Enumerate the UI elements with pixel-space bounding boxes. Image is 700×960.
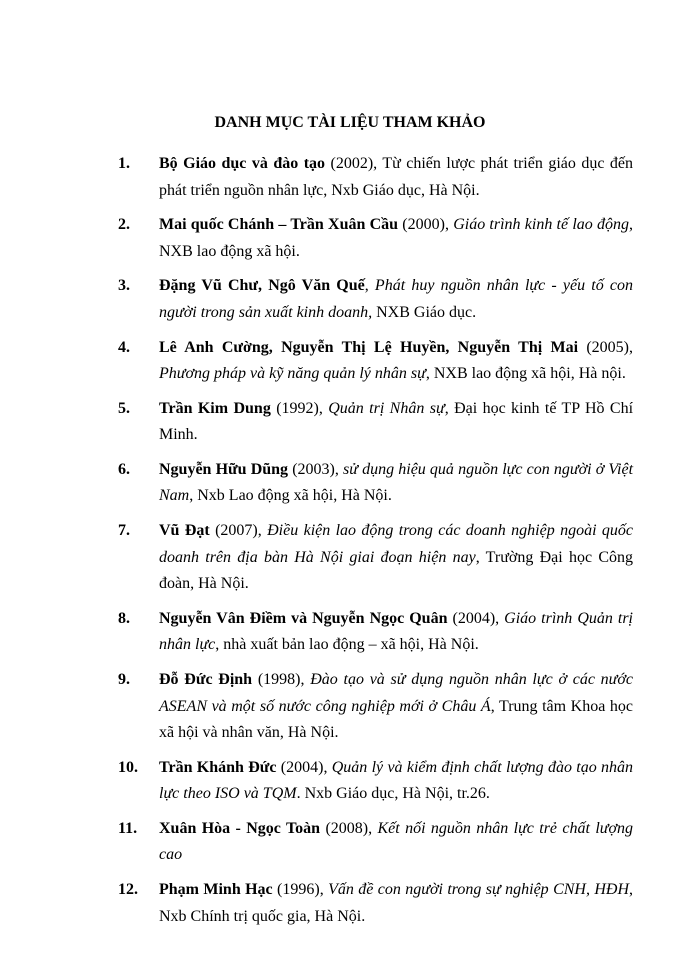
reference-number: 1. [118,155,130,172]
reference-publisher: . Nxb Giáo dục, Hà Nội, tr.26. [296,785,490,803]
reference-number: 10. [118,758,138,776]
reference-authors: Trần Khánh Đức [159,758,277,776]
reference-number: 4. [118,338,130,356]
reference-item [118,606,633,659]
reference-year: (1998), [252,671,311,688]
reference-title: Quản trị Nhân sự [328,399,445,417]
reference-year: (2005), [578,338,634,356]
reference-title: Giáo trình Quản trị nhân lực [159,609,633,654]
reference-authors: Bộ Giáo dục và đào tạo [159,155,326,172]
reference-item [118,151,633,204]
page-title: DANH MỤC TÀI LIỆU THAM KHẢO [214,114,486,131]
reference-title: sử dụng hiệu quả nguồn lực con người ở Việt Nam [159,460,634,505]
reference-year: (2002), [325,155,383,172]
reference-item [118,212,633,265]
reference-title: Phương pháp và kỹ năng quản lý nhân sự [159,365,426,383]
reference-item [118,335,633,388]
reference-title: Điều kiện lao động trong các doanh nghiệp ngoài quốc doanh trên địa bàn Hà Nội giai đoạn hiện nay [159,522,634,566]
reference-publisher: , Nxb Giáo dục, Hà Nội. [323,181,480,199]
reference-number: 9. [118,671,130,688]
reference-title: Đào tạo và sử dụng nguồn nhân lực ở các nước ASEAN và một số nước công nghiệp mới ở Châu Á [159,671,634,715]
reference-authors: Vũ Đạt [159,522,210,540]
reference-authors: Nguyễn Hữu Dũng [159,460,289,478]
reference-item [118,396,633,449]
reference-number: 5. [118,399,130,417]
reference-authors: Lê Anh Cường, Nguyễn Thị Lệ Huyền, Nguyễn Thị Mai [159,338,579,356]
reference-year: (1992), [270,399,329,417]
reference-year: (2003), [288,460,343,478]
reference-year: (1996), [272,881,329,899]
reference-publisher: , nhà xuất bản lao động – xã hội, Hà Nội. [215,636,479,654]
reference-authors: Mai quốc Chánh – Trần Xuân Cầu [159,216,399,234]
reference-item [118,518,633,598]
reference-publisher: , Nxb Lao động xã hội, Hà Nội. [189,487,392,505]
reference-item [118,273,633,326]
reference-number: 2. [118,216,130,234]
reference-number: 7. [118,522,130,540]
reference-year: (2008), [320,819,378,837]
reference-authors: Trần Kim Dung [159,399,271,417]
reference-item [118,457,633,510]
reference-publisher: , Trường Đại học Công đoàn, Hà Nội. [159,548,633,593]
reference-publisher: , Nxb Chính trị quốc gia, Hà Nội. [159,881,634,925]
reference-title: Giáo trình kinh tế lao động [453,216,630,234]
reference-year: (2000), [398,216,454,234]
reference-title: Vấn đề con người trong sự nghiệp CNH, HĐH [328,881,630,899]
reference-year: (2004), [276,758,332,776]
reference-publisher: , Đại học kinh tế TP Hồ Chí Minh. [159,399,634,444]
reference-authors: Phạm Minh Hạc [159,881,273,899]
reference-title: Quản lý và kiểm định chất lượng đào tạo nhân lực theo ISO và TQM [159,758,633,803]
reference-authors: Đặng Vũ Chư, Ngô Văn Quế [159,277,365,295]
reference-year: (2004), [447,609,505,627]
reference-item [118,755,633,808]
reference-item [118,877,633,930]
reference-title: Từ chiến lược phát triển giáo dục đến phát triển nguồn nhân lực [159,155,634,199]
reference-publisher: , NXB lao động xã hội, Hà nội. [425,365,626,383]
reference-authors: Nguyễn Vân Điềm và Nguyễn Ngọc Quân [159,609,448,627]
reference-year: (2007), [209,522,268,540]
reference-number: 11. [118,819,138,837]
reference-number: 6. [118,460,130,478]
reference-year: , [364,277,375,295]
reference-list [118,151,633,938]
reference-authors: Xuân Hòa - Ngọc Toàn [159,819,321,837]
reference-number: 8. [118,609,130,627]
reference-number: 12. [118,881,138,899]
reference-item [118,667,633,747]
reference-title: Phát huy nguồn nhân lực - yếu tố con người trong sản xuất kinh doanh, [159,277,634,321]
reference-publisher: NXB Giáo dục. [372,303,477,321]
reference-number: 3. [118,277,130,295]
reference-authors: Đỗ Đức Định [159,671,253,688]
reference-item [118,816,633,869]
reference-title: Kết nối nguồn nhân lực trẻ chất lượng cao [159,819,634,864]
reference-publisher: , Trung tâm Khoa học xã hội và nhân văn, Hà Nội. [159,697,634,741]
reference-publisher: , NXB lao động xã hội. [159,216,634,260]
